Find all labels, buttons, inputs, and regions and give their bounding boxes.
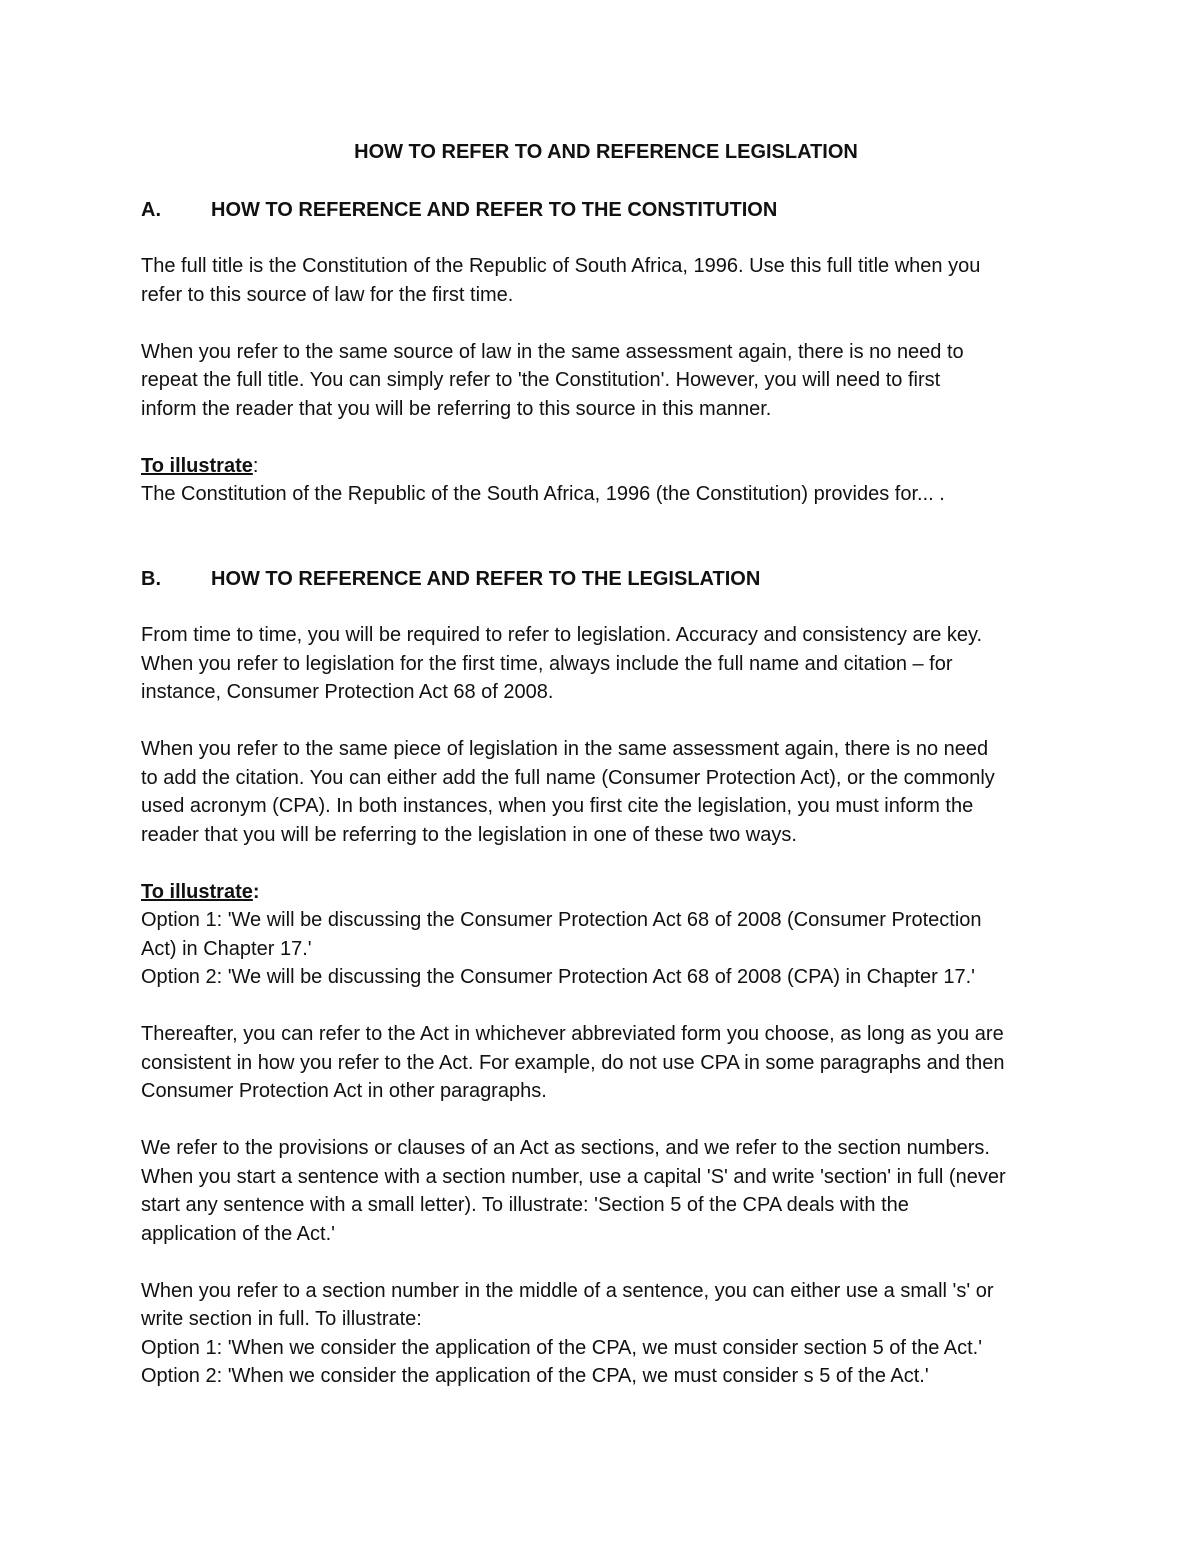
text-line: start any sentence with a small letter). To illustrate: 'Section 5 of the CPA deals with the	[141, 1194, 909, 1216]
text-line: When you refer to the same source of law in the same assessment again, there is no need to	[141, 340, 964, 363]
section-b-paragraph-1	[141, 621, 1071, 707]
illustrate-label: To illustrate	[141, 880, 253, 903]
text-line: refer to this source of law for the first time.	[141, 283, 514, 306]
illustrate-colon: :	[252, 880, 260, 903]
text-line: We refer to the provisions or clauses of an Act as sections, and we refer to the section numbers.	[141, 1137, 990, 1159]
section-b-paragraph-5	[141, 1277, 1071, 1391]
illustrate-heading	[141, 452, 1071, 481]
illustrate-heading	[141, 878, 1071, 907]
text-line: consistent in how you refer to the Act. For example, do not use CPA in some paragraphs and then	[141, 1051, 1005, 1074]
text-line: used acronym (CPA). In both instances, when you first cite the legislation, you must inform the	[141, 795, 974, 817]
text-line: When you start a sentence with a section number, use a capital 'S' and write 'section' in full (never	[141, 1165, 1006, 1188]
document-title: HOW TO REFER TO AND REFERENCE LEGISLATION	[354, 141, 858, 163]
text-line: The Constitution of the Republic of the South Africa, 1996 (the Constitution) provides for... .	[141, 483, 945, 505]
illustrate-label: To illustrate	[141, 454, 253, 477]
text-line: When you refer to legislation for the first time, always include the full name and citation – for	[141, 652, 953, 675]
text-line: The full title is the Constitution of the Republic of South Africa, 1996. Use this full title when you	[141, 255, 981, 277]
section-b-heading-text: HOW TO REFERENCE AND REFER TO THE LEGISLATION	[211, 568, 761, 590]
text-line: repeat the full title. You can simply refer to 'the Constitution'. However, you will need to first	[141, 369, 941, 391]
document-body	[141, 138, 1071, 1419]
text-line: inform the reader that you will be referring to this source in this manner.	[141, 397, 772, 420]
text-line: Option 1: 'When we consider the application of the CPA, we must consider section 5 of the Act.'	[141, 1336, 983, 1359]
text-line: reader that you will be referring to the legislation in one of these two ways.	[141, 823, 797, 846]
text-line: Consumer Protection Act in other paragraphs.	[141, 1080, 547, 1102]
text-line: to add the citation. You can either add the full name (Consumer Protection Act), or the commonly	[141, 766, 995, 789]
section-a-heading-text: HOW TO REFERENCE AND REFER TO THE CONSTITUTION	[211, 199, 778, 221]
text-line: write section in full. To illustrate:	[141, 1308, 422, 1330]
section-b-paragraph-2	[141, 735, 1071, 849]
section-a-illustration	[141, 452, 1071, 509]
section-b-illustration	[141, 878, 1071, 992]
section-b-paragraph-3	[141, 1020, 1071, 1106]
text-line: application of the Act.'	[141, 1222, 335, 1245]
section-a-heading	[141, 196, 1071, 224]
text-line: Thereafter, you can refer to the Act in whichever abbreviated form you choose, as long as you are	[141, 1023, 1004, 1045]
section-a-letter: A.	[141, 199, 161, 221]
section-b-letter: B.	[141, 568, 161, 590]
text-line: From time to time, you will be required to refer to legislation. Accuracy and consistency are key.	[141, 624, 983, 646]
text-line: instance, Consumer Protection Act 68 of 2008.	[141, 681, 554, 703]
text-line: Option 1: 'We will be discussing the Consumer Protection Act 68 of 2008 (Consumer Protection	[141, 909, 982, 931]
text-line: Option 2: 'When we consider the application of the CPA, we must consider s 5 of the Act.'	[141, 1365, 929, 1387]
text-line: Act) in Chapter 17.'	[141, 937, 312, 960]
text-line: Option 2: 'We will be discussing the Consumer Protection Act 68 of 2008 (CPA) in Chapter 17.'	[141, 966, 975, 988]
text-line: When you refer to a section number in the middle of a sentence, you can either use a small 's' or	[141, 1279, 994, 1302]
illustrate-colon: :	[252, 454, 259, 477]
section-a-paragraph-2	[141, 338, 1071, 424]
section-a-paragraph-1	[141, 252, 1071, 309]
section-b-paragraph-4	[141, 1134, 1071, 1248]
text-line: When you refer to the same piece of legislation in the same assessment again, there is no need	[141, 738, 989, 760]
section-b-heading	[141, 565, 1071, 593]
spacer	[141, 537, 1071, 565]
